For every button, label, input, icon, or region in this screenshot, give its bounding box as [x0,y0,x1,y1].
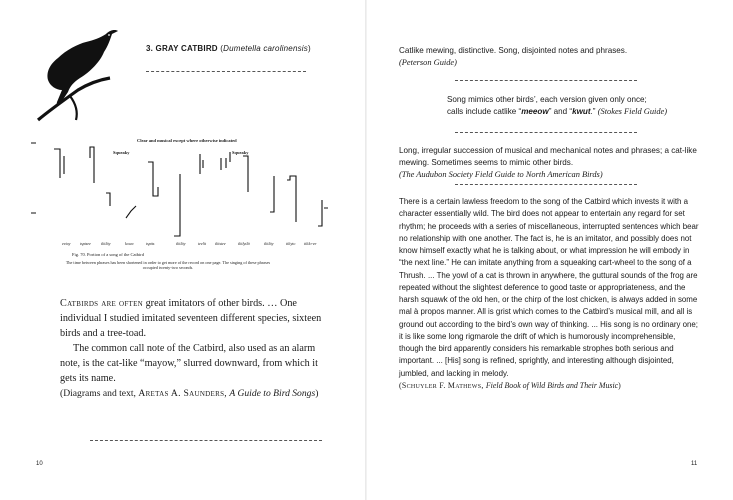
diagram-heading: Clear and musical except where otherwise indicated [137,138,237,143]
squeaky-label-2: Squeaky [232,150,249,155]
syllable: tlitlytlit [238,241,250,246]
audubon-source: (The Audubon Society Field Guide to North American Birds) [399,170,603,180]
divider-2 [455,132,637,133]
peterson-quote [399,45,699,69]
mathews-quote [399,196,701,392]
syllable: tiltyto [286,241,296,246]
syllable: tlitlity [176,241,186,246]
mathews-author: (Schuyler F. Mathews, [399,380,484,390]
quote-source: (Diagrams and text, Aretas A. Saunders, A Guide to Bird Songs) [60,388,319,399]
source-book: A Guide to Bird Songs [229,388,316,399]
song-diagram [30,138,350,242]
figure-caption: Fig. 70. Portion of a song of the Catbird [72,252,144,257]
saunders-quote [60,296,332,401]
quote-lead: Catbirds are often [60,298,144,309]
stokes-line-1: Song mimics other birds’, each version given only once; [447,95,647,104]
peterson-text: Catlike mewing, distinctive. Song, disjointed notes and phrases. [399,46,628,55]
syllable: tlitlity [264,241,274,246]
mathews-book: Field Book of Wild Birds and Their Music [485,380,619,390]
stokes-quote [447,94,717,118]
syllable: tlitlity [101,241,111,246]
syllable: kowa [125,241,134,246]
stokes-source: (Stokes Field Guide) [597,107,668,117]
syllable: tsptsee [80,241,91,246]
peterson-source: (Peterson Guide) [399,58,457,68]
right-page [367,0,733,500]
mathews-source: (Schuyler F. Mathews, Field Book of Wild Birds and Their Music) [399,380,621,390]
mathews-text: There is a certain lawless freedom to the song of the Catbird which invests it with a character essentially wild. The bird does not appear to entertain any regard for set rhythm; he proceeds with a series of miscellaneous, interrupted sentences which bear no relationship with one another. The fact is, he is an imitator, and possibly does not know himself exactly what he is talking about, or what impression he will embody in “the next line.” He can imitate anything from a squeaking cart-wheel to the song of a Thrush. ... The yowl of a cat is thrown in anywhere, the guttural sounds of the frog are repeated without the slightest deference to good taste or appropriateness, and the harsh squawk of the old hen, or the chirp of the lost chicken, is always added in some mal à propos manner. All is grist which comes to the Catbird’s musical mill, and all is ground out according to the bird’s own way of thinking. ... His song is no ordinary one; it is like some long rigmarole the drift of which is humorously incomprehensible, though the bird apparently considers his remarkable strophes both serious and important. ... [His] song is refined, sprightly, and interesting although disjointed, jumbled, and lacking in melody. [399,197,699,378]
syllable: eeiay [62,241,71,246]
syllable: teelit [198,241,206,246]
divider-3 [455,184,637,185]
left-page [0,0,366,500]
stokes-line-2: calls include catlike “meeow” and “kwut.” (Stokes Field Guide) [447,107,668,117]
figure-note: The time between phrases has been shortened in order to get more of the record on one page. The singing of these phrases occupied twenty-two seconds. [65,260,271,270]
call-meeow: meeow [521,107,549,117]
scientific-name: Dumetella carolinensis [223,44,308,53]
species-name: GRAY CATBIRD [155,44,218,53]
audubon-quote [399,145,701,182]
audubon-text: Long, irregular succession of musical and mechanical notes and phrases; a cat-like mewing. Sometimes seems to mimic other birds. [399,146,697,168]
page-number-right: 11 [691,461,698,467]
divider-1 [455,80,637,81]
catbird-silhouette [30,20,122,124]
quote-divider [90,440,322,441]
species-title: 3. GRAY CATBIRD (Dumetella carolinensis) [146,44,311,53]
syllable: tlitstee [215,241,226,246]
title-divider [146,71,306,72]
squeaky-label-1: Squeaky [113,150,130,155]
syllable: tsptts [146,241,155,246]
call-kwut: kwut [572,107,591,117]
species-number: 3. [146,44,154,53]
quote-paragraph-2: The common call note of the Catbird, also used as an alarm note, is the cat-like “mayow,” slurred downward, from which it gets its name. [60,343,318,384]
source-author: Aretas A. Saunders, [138,388,227,399]
syllable: tiltlo-ee [304,241,317,246]
page-number-left: 10 [36,461,43,467]
quote-paragraph-1: great imitators of other birds. … One individual I studied imitated seventeen different species, sixteen birds and a tree-toad. [60,298,322,339]
